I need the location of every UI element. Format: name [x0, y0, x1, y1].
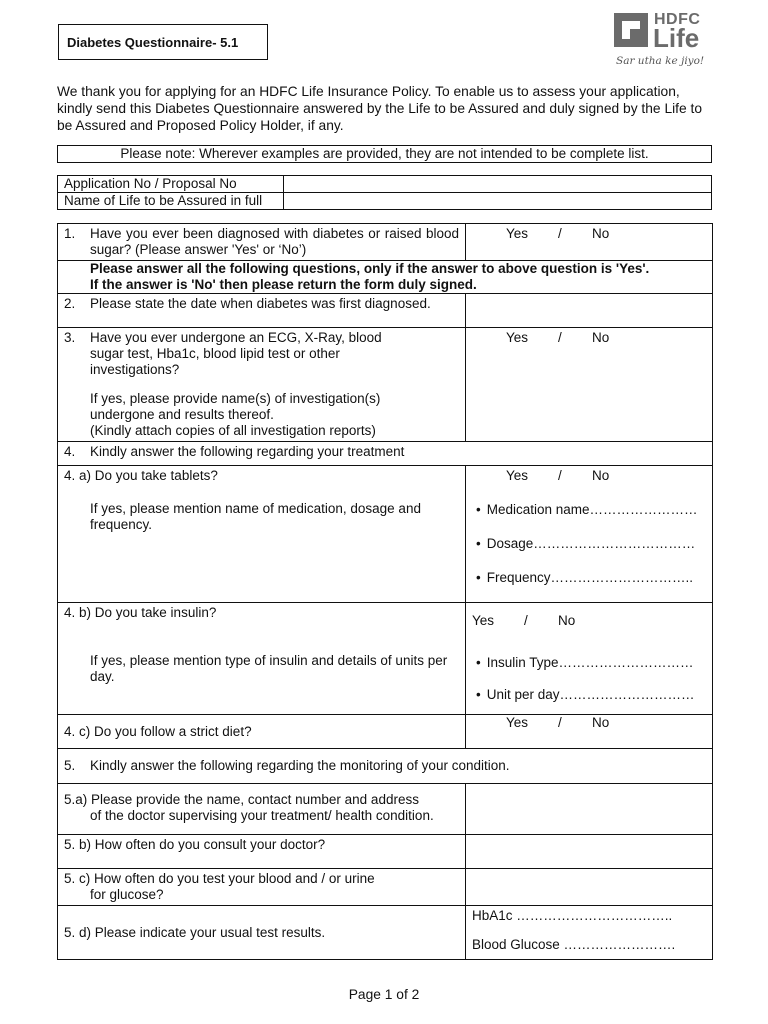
q4b-type-field[interactable]: • Insulin Type………………………… — [472, 655, 706, 671]
q5d-glucose-field[interactable]: Blood Glucose ……………………. — [472, 937, 676, 952]
q4b-units-field[interactable]: • Unit per day………………………… — [472, 687, 706, 703]
app-no-label: Application No / Proposal No — [58, 176, 284, 193]
q2-answer-field[interactable] — [466, 294, 713, 328]
q4a-frequency-field[interactable]: • Frequency………………………….. — [472, 570, 706, 586]
q5c-answer-field[interactable] — [466, 869, 713, 906]
q5b-question: 5. b) How often do you consult your doctor? — [58, 835, 466, 869]
q4a-medication-field[interactable]: • Medication name…………………… — [472, 502, 706, 518]
q4c-question: 4. c) Do you follow a strict diet? — [58, 715, 466, 749]
q4a-question: 4. a) Do you take tablets? If yes, please mention name of medication, dosage and frequency. — [58, 466, 466, 603]
questionnaire-table — [57, 223, 713, 960]
q3-answer[interactable]: Yes / No — [466, 328, 713, 442]
q5d-answer[interactable] — [466, 906, 713, 960]
note-box: Please note: Wherever examples are provided, they are not intended to be complete list. — [57, 145, 712, 163]
q5d-question: 5. d) Please indicate your usual test results. — [58, 906, 466, 960]
app-no-field[interactable] — [284, 176, 712, 193]
q1-instruction: Please answer all the following questions, only if the answer to above question is 'Yes'. If the answer is 'No' then please return the form duly signed. — [58, 261, 713, 294]
hdfc-life-logo — [614, 13, 710, 73]
q1-answer[interactable]: Yes / No — [466, 224, 713, 261]
q4b-question: 4. b) Do you take insulin? If yes, please mention type of insulin and details of units per day. — [58, 603, 466, 715]
q4a-dosage-field[interactable]: • Dosage……………………………… — [472, 536, 706, 552]
q1-question: 1. Have you ever been diagnosed with diabetes or raised blood sugar? (Please answer 'Yes' or ‘No’) — [58, 224, 466, 261]
q3-question: 3. Have you ever undergone an ECG, X-Ray, blood sugar test, Hba1c, blood lipid test or other investigations? If yes, please provide name(s) of investigation(s) undergone and results thereof. (Kindly attach copies of all investigation reports) — [58, 328, 466, 442]
intro-paragraph: We thank you for applying for an HDFC Life Insurance Policy. To enable us to assess your application, kindly send this Diabetes Questionnaire answered by the Life to be Assured and duly signed by the Life to be Assured and Proposed Policy Holder, if any. — [57, 84, 703, 133]
q4c-answer[interactable]: Yes / No — [466, 715, 713, 749]
name-label: Name of Life to be Assured in full — [58, 193, 284, 210]
logo-brand: HDFC — [654, 11, 701, 28]
logo-word: Life — [653, 23, 700, 53]
q4a-answer[interactable]: Yes / No • Medication name…………………… • Dosage……………………………… • Frequency………………………….. — [466, 466, 713, 603]
q5c-question: 5. c) How often do you test your blood and / or urine for glucose? — [58, 869, 466, 906]
q2-question: 2. Please state the date when diabetes was first diagnosed. — [58, 294, 466, 328]
q4-heading: 4. Kindly answer the following regarding your treatment — [58, 442, 713, 466]
q5-heading: 5. Kindly answer the following regarding the monitoring of your condition. — [58, 749, 713, 784]
logo-square-icon — [614, 13, 648, 47]
application-table — [57, 175, 712, 210]
q5d-hba1c-field[interactable]: HbA1c …………………………….. — [472, 908, 673, 923]
q5a-answer-field[interactable] — [466, 784, 713, 835]
form-title: Diabetes Questionnaire- 5.1 — [58, 24, 268, 60]
page-number: Page 1 of 2 — [348, 987, 420, 1002]
q4b-answer[interactable]: Yes / No • Insulin Type………………………… • Unit per day………………………… — [466, 603, 713, 715]
q5a-question: 5.a) Please provide the name, contact number and address of the doctor supervising your treatment/ health condition. — [58, 784, 466, 835]
q5b-answer-field[interactable] — [466, 835, 713, 869]
logo-tagline: Sar utha ke jiyo! — [616, 55, 705, 67]
name-field[interactable] — [284, 193, 712, 210]
